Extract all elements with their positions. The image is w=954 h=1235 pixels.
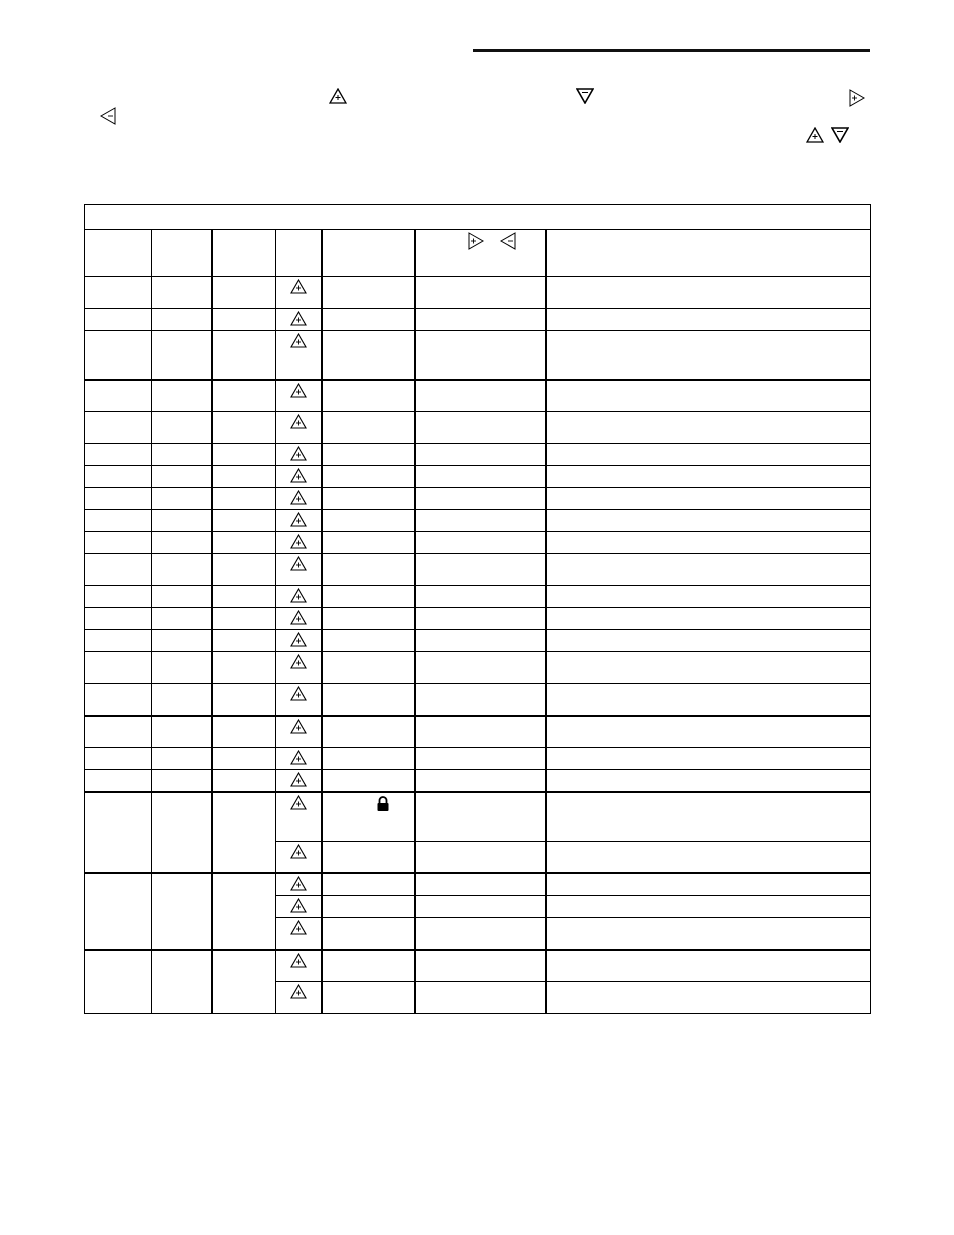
table-row <box>85 331 871 380</box>
header-rule <box>473 49 870 52</box>
table-cell <box>322 380 415 412</box>
column-header <box>322 230 415 277</box>
table-row <box>85 652 871 684</box>
table-header-row <box>85 230 871 277</box>
table-cell <box>152 532 212 554</box>
lock-icon <box>376 796 390 816</box>
table-cell <box>546 488 871 510</box>
table-cell <box>415 684 546 716</box>
table-cell-icon <box>276 896 322 918</box>
up-triangle-plus-icon <box>290 512 307 531</box>
up-triangle-plus-icon <box>290 468 307 487</box>
table-cell-icon <box>276 532 322 554</box>
up-triangle-plus-icon <box>290 383 307 402</box>
column-header <box>152 230 212 277</box>
table-cell <box>322 982 415 1014</box>
table-cell <box>415 652 546 684</box>
left-triangle-minus-icon <box>500 232 516 250</box>
table-cell <box>212 444 276 466</box>
table-cell <box>212 608 276 630</box>
table-cell-icon <box>276 510 322 532</box>
table-cell <box>212 510 276 532</box>
table-cell <box>212 331 276 380</box>
table-cell-icon <box>276 748 322 770</box>
table-cell <box>322 488 415 510</box>
table-cell <box>546 608 871 630</box>
table-cell <box>85 716 152 748</box>
table-cell <box>212 380 276 412</box>
table-cell <box>415 792 546 841</box>
table-cell-icon <box>276 873 322 896</box>
table-cell <box>212 586 276 608</box>
table-row <box>85 950 871 982</box>
table-cell <box>415 380 546 412</box>
table-cell <box>415 554 546 586</box>
table-row <box>85 380 871 412</box>
table-cell <box>212 532 276 554</box>
table-cell <box>152 488 212 510</box>
up-triangle-plus-icon <box>290 333 307 352</box>
table-cell <box>85 586 152 608</box>
table-cell <box>546 277 871 309</box>
up-triangle-plus-icon <box>290 556 307 575</box>
table-cell <box>212 716 276 748</box>
up-triangle-plus-icon <box>290 920 307 939</box>
table-cell <box>85 554 152 586</box>
table-cell <box>85 277 152 309</box>
table-cell <box>212 466 276 488</box>
table-row <box>85 309 871 331</box>
up-triangle-plus-icon <box>290 876 307 895</box>
table-cell <box>322 630 415 652</box>
table-cell <box>546 380 871 412</box>
table-cell-icon <box>276 716 322 748</box>
table-cell <box>322 950 415 982</box>
table-cell <box>85 652 152 684</box>
table-cell <box>322 412 415 444</box>
table-cell <box>546 873 871 896</box>
left-triangle-minus-icon <box>100 107 116 125</box>
table-cell-icon <box>276 770 322 793</box>
table-cell <box>546 982 871 1014</box>
column-header <box>276 230 322 277</box>
table-cell <box>546 896 871 918</box>
table-cell <box>152 608 212 630</box>
table-cell <box>85 309 152 331</box>
table-cell <box>322 466 415 488</box>
table-cell <box>152 510 212 532</box>
table-row <box>85 277 871 309</box>
table-cell-icon <box>276 586 322 608</box>
up-triangle-icon <box>329 88 347 104</box>
table-cell <box>322 716 415 748</box>
up-triangle-plus-icon <box>290 490 307 509</box>
table-cell-icon <box>276 841 322 873</box>
table-cell <box>152 412 212 444</box>
column-header <box>212 230 276 277</box>
table-cell <box>212 770 276 793</box>
table-cell <box>415 873 546 896</box>
table-cell <box>322 873 415 896</box>
table-cell <box>322 510 415 532</box>
table-cell <box>322 792 415 841</box>
table-cell <box>85 873 152 950</box>
table-row <box>85 608 871 630</box>
table-cell <box>152 277 212 309</box>
up-triangle-plus-icon <box>290 632 307 651</box>
table-cell <box>546 309 871 331</box>
table-row <box>85 770 871 793</box>
table-cell <box>546 950 871 982</box>
table-cell-icon <box>276 277 322 309</box>
table-cell <box>152 331 212 380</box>
up-triangle-plus-icon <box>290 772 307 791</box>
table-cell <box>322 918 415 950</box>
table-cell <box>415 608 546 630</box>
table-cell <box>415 770 546 793</box>
table-cell <box>322 684 415 716</box>
table-cell <box>85 950 152 1014</box>
table-cell <box>546 684 871 716</box>
table-cell <box>322 748 415 770</box>
table-row <box>85 466 871 488</box>
table-cell <box>212 554 276 586</box>
table-cell <box>415 748 546 770</box>
table-cell <box>85 510 152 532</box>
table-cell <box>152 873 212 950</box>
up-triangle-plus-icon <box>290 279 307 298</box>
table-cell <box>85 331 152 380</box>
table-cell <box>322 770 415 793</box>
table-row <box>85 684 871 716</box>
table-cell <box>546 466 871 488</box>
table-cell <box>152 950 212 1014</box>
table-cell <box>85 684 152 716</box>
table-cell <box>415 630 546 652</box>
table-cell <box>152 770 212 793</box>
table-row <box>85 716 871 748</box>
table-cell <box>415 950 546 982</box>
table-cell <box>212 488 276 510</box>
table-cell <box>546 554 871 586</box>
table-cell <box>85 748 152 770</box>
table-cell <box>322 309 415 331</box>
table-row <box>85 792 871 841</box>
table-cell <box>322 841 415 873</box>
table-cell <box>546 412 871 444</box>
table-row <box>85 554 871 586</box>
table-cell <box>212 748 276 770</box>
table-cell-icon <box>276 309 322 331</box>
table-cell <box>415 896 546 918</box>
table-cell-icon <box>276 982 322 1014</box>
settings-table <box>84 204 871 1014</box>
table-cell <box>546 532 871 554</box>
up-triangle-plus-icon <box>290 686 307 705</box>
table-cell <box>152 586 212 608</box>
table-cell <box>415 716 546 748</box>
table-row <box>85 510 871 532</box>
table-caption <box>85 205 871 230</box>
table-cell <box>415 309 546 331</box>
table-cell <box>85 770 152 793</box>
table-cell <box>322 652 415 684</box>
table-cell <box>152 652 212 684</box>
table-row <box>85 748 871 770</box>
table-cell <box>212 792 276 873</box>
table-cell <box>85 630 152 652</box>
table-cell <box>546 510 871 532</box>
table-cell <box>152 684 212 716</box>
up-triangle-plus-icon <box>290 446 307 465</box>
table-cell <box>546 716 871 748</box>
table-cell <box>152 444 212 466</box>
table-cell <box>152 792 212 873</box>
table-cell <box>152 748 212 770</box>
table-cell-icon <box>276 792 322 841</box>
table-cell-icon <box>276 608 322 630</box>
table-cell <box>85 532 152 554</box>
table-cell <box>152 309 212 331</box>
table-cell-icon <box>276 652 322 684</box>
table-cell <box>212 277 276 309</box>
table-cell <box>322 896 415 918</box>
table-cell <box>152 716 212 748</box>
table-cell <box>415 412 546 444</box>
up-triangle-plus-icon <box>290 795 307 814</box>
table-cell <box>546 586 871 608</box>
table-cell <box>415 918 546 950</box>
right-triangle-plus-icon <box>468 232 484 250</box>
table-row <box>85 873 871 896</box>
table-cell <box>152 630 212 652</box>
table-cell-icon <box>276 380 322 412</box>
up-triangle-plus-icon <box>290 984 307 1003</box>
table-cell <box>85 380 152 412</box>
table-cell <box>546 444 871 466</box>
table-cell-icon <box>276 950 322 982</box>
table-cell-icon <box>276 412 322 444</box>
table-cell <box>546 918 871 950</box>
table-cell <box>322 331 415 380</box>
table-cell <box>322 608 415 630</box>
up-triangle-plus-icon <box>290 654 307 673</box>
table-cell <box>546 770 871 793</box>
table-cell <box>85 412 152 444</box>
table-cell <box>212 684 276 716</box>
table-cell-icon <box>276 554 322 586</box>
table-row <box>85 630 871 652</box>
table-cell <box>546 331 871 380</box>
table-cell <box>415 488 546 510</box>
table-cell <box>546 841 871 873</box>
table-cell <box>322 532 415 554</box>
up-triangle-plus-icon <box>290 898 307 917</box>
table-cell-icon <box>276 466 322 488</box>
table-cell <box>322 444 415 466</box>
table-cell-icon <box>276 630 322 652</box>
table-cell-icon <box>276 684 322 716</box>
table-cell <box>415 586 546 608</box>
table-cell <box>415 510 546 532</box>
table-row <box>85 444 871 466</box>
up-triangle-plus-icon <box>290 534 307 553</box>
up-triangle-plus-icon <box>290 610 307 629</box>
right-triangle-plus-icon <box>849 89 865 107</box>
table-cell <box>415 466 546 488</box>
table-cell <box>212 630 276 652</box>
table-cell <box>212 652 276 684</box>
table-cell-icon <box>276 918 322 950</box>
table-cell <box>152 466 212 488</box>
column-header-adjust <box>415 230 546 277</box>
table-cell <box>212 412 276 444</box>
table-cell-icon <box>276 444 322 466</box>
table-cell <box>212 873 276 950</box>
down-triangle-icon <box>576 88 594 104</box>
table-row <box>85 412 871 444</box>
table-cell <box>415 331 546 380</box>
table-cell <box>322 586 415 608</box>
table-cell <box>85 608 152 630</box>
table-cell-icon <box>276 331 322 380</box>
table-cell <box>212 309 276 331</box>
table-row <box>85 586 871 608</box>
table-cell <box>546 630 871 652</box>
up-triangle-plus-icon <box>290 414 307 433</box>
table-cell <box>546 792 871 841</box>
table-cell <box>415 444 546 466</box>
table-row <box>85 488 871 510</box>
table-cell <box>152 554 212 586</box>
table-cell <box>546 748 871 770</box>
column-header <box>85 230 152 277</box>
table-row <box>85 532 871 554</box>
table-cell <box>85 466 152 488</box>
table-cell <box>212 950 276 1014</box>
column-header <box>546 230 871 277</box>
up-triangle-plus-icon <box>290 588 307 607</box>
up-triangle-plus-icon <box>290 750 307 769</box>
up-triangle-plus-icon <box>290 953 307 972</box>
table-cell <box>322 277 415 309</box>
table-cell <box>546 652 871 684</box>
table-cell <box>322 554 415 586</box>
table-cell <box>85 488 152 510</box>
up-triangle-plus-icon <box>290 844 307 863</box>
up-triangle-icon <box>806 127 824 143</box>
table-cell <box>415 841 546 873</box>
down-triangle-icon <box>831 127 849 143</box>
table-cell <box>415 532 546 554</box>
table-cell <box>415 277 546 309</box>
up-triangle-plus-icon <box>290 311 307 330</box>
table-cell <box>85 444 152 466</box>
table-cell <box>85 792 152 873</box>
table-cell-icon <box>276 488 322 510</box>
table-cell <box>415 982 546 1014</box>
table-cell <box>152 380 212 412</box>
up-triangle-plus-icon <box>290 719 307 738</box>
